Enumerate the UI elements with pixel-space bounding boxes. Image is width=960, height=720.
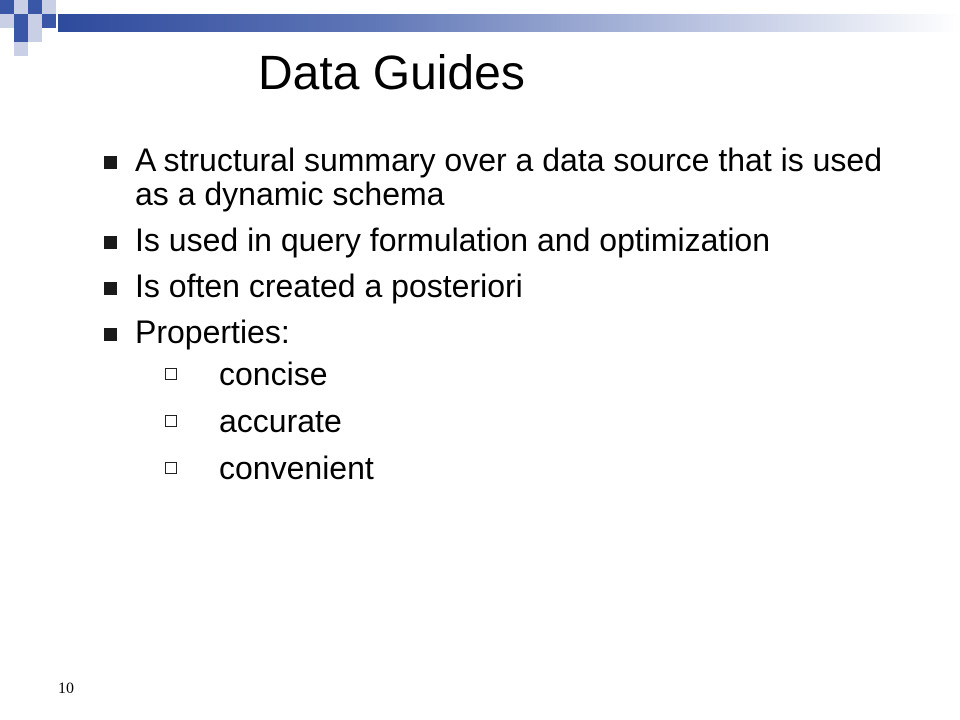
decor-square: [14, 0, 28, 14]
decor-square: [14, 28, 28, 42]
filled-square-bullet-icon: [104, 328, 117, 341]
bullet-item: [104, 143, 924, 211]
hollow-square-bullet-icon: [165, 368, 177, 380]
decor-square: [14, 14, 28, 28]
decor-square: [42, 0, 56, 14]
filled-square-bullet-icon: [104, 156, 117, 169]
sub-bullet-text: accurate: [219, 403, 342, 439]
decor-square: [28, 14, 42, 28]
header-gradient-bar: [58, 14, 960, 32]
decor-square: [28, 28, 42, 42]
decor-square: [0, 14, 14, 28]
filled-square-bullet-icon: [104, 236, 117, 249]
decor-square: [42, 14, 56, 28]
sub-bullet-text: convenient: [219, 450, 374, 486]
sub-bullet-item: [165, 451, 924, 485]
bullet-text: Is often created a posteriori: [135, 268, 523, 304]
bullet-item: [104, 269, 924, 303]
hollow-square-bullet-icon: [165, 415, 177, 427]
sub-bullet-item: [165, 404, 924, 438]
bullet-item: [104, 223, 924, 257]
slide-title: Data Guides: [258, 47, 525, 100]
filled-square-bullet-icon: [104, 282, 117, 295]
hollow-square-bullet-icon: [165, 462, 177, 474]
decor-square: [14, 42, 28, 56]
sub-bullet-text: concise: [219, 356, 328, 392]
bullet-text: Properties:: [135, 314, 290, 350]
bullet-text: Is used in query formulation and optimization: [135, 222, 771, 258]
decor-square: [28, 0, 42, 14]
bullet-list: [104, 143, 924, 485]
sub-bullet-list: [165, 357, 924, 485]
bullet-item: [104, 315, 924, 485]
page-number: 10: [58, 680, 74, 697]
decor-square: [0, 0, 14, 14]
sub-bullet-item: [165, 357, 924, 391]
bullet-text: A structural summary over a data source that is used as a dynamic schema: [135, 142, 882, 212]
